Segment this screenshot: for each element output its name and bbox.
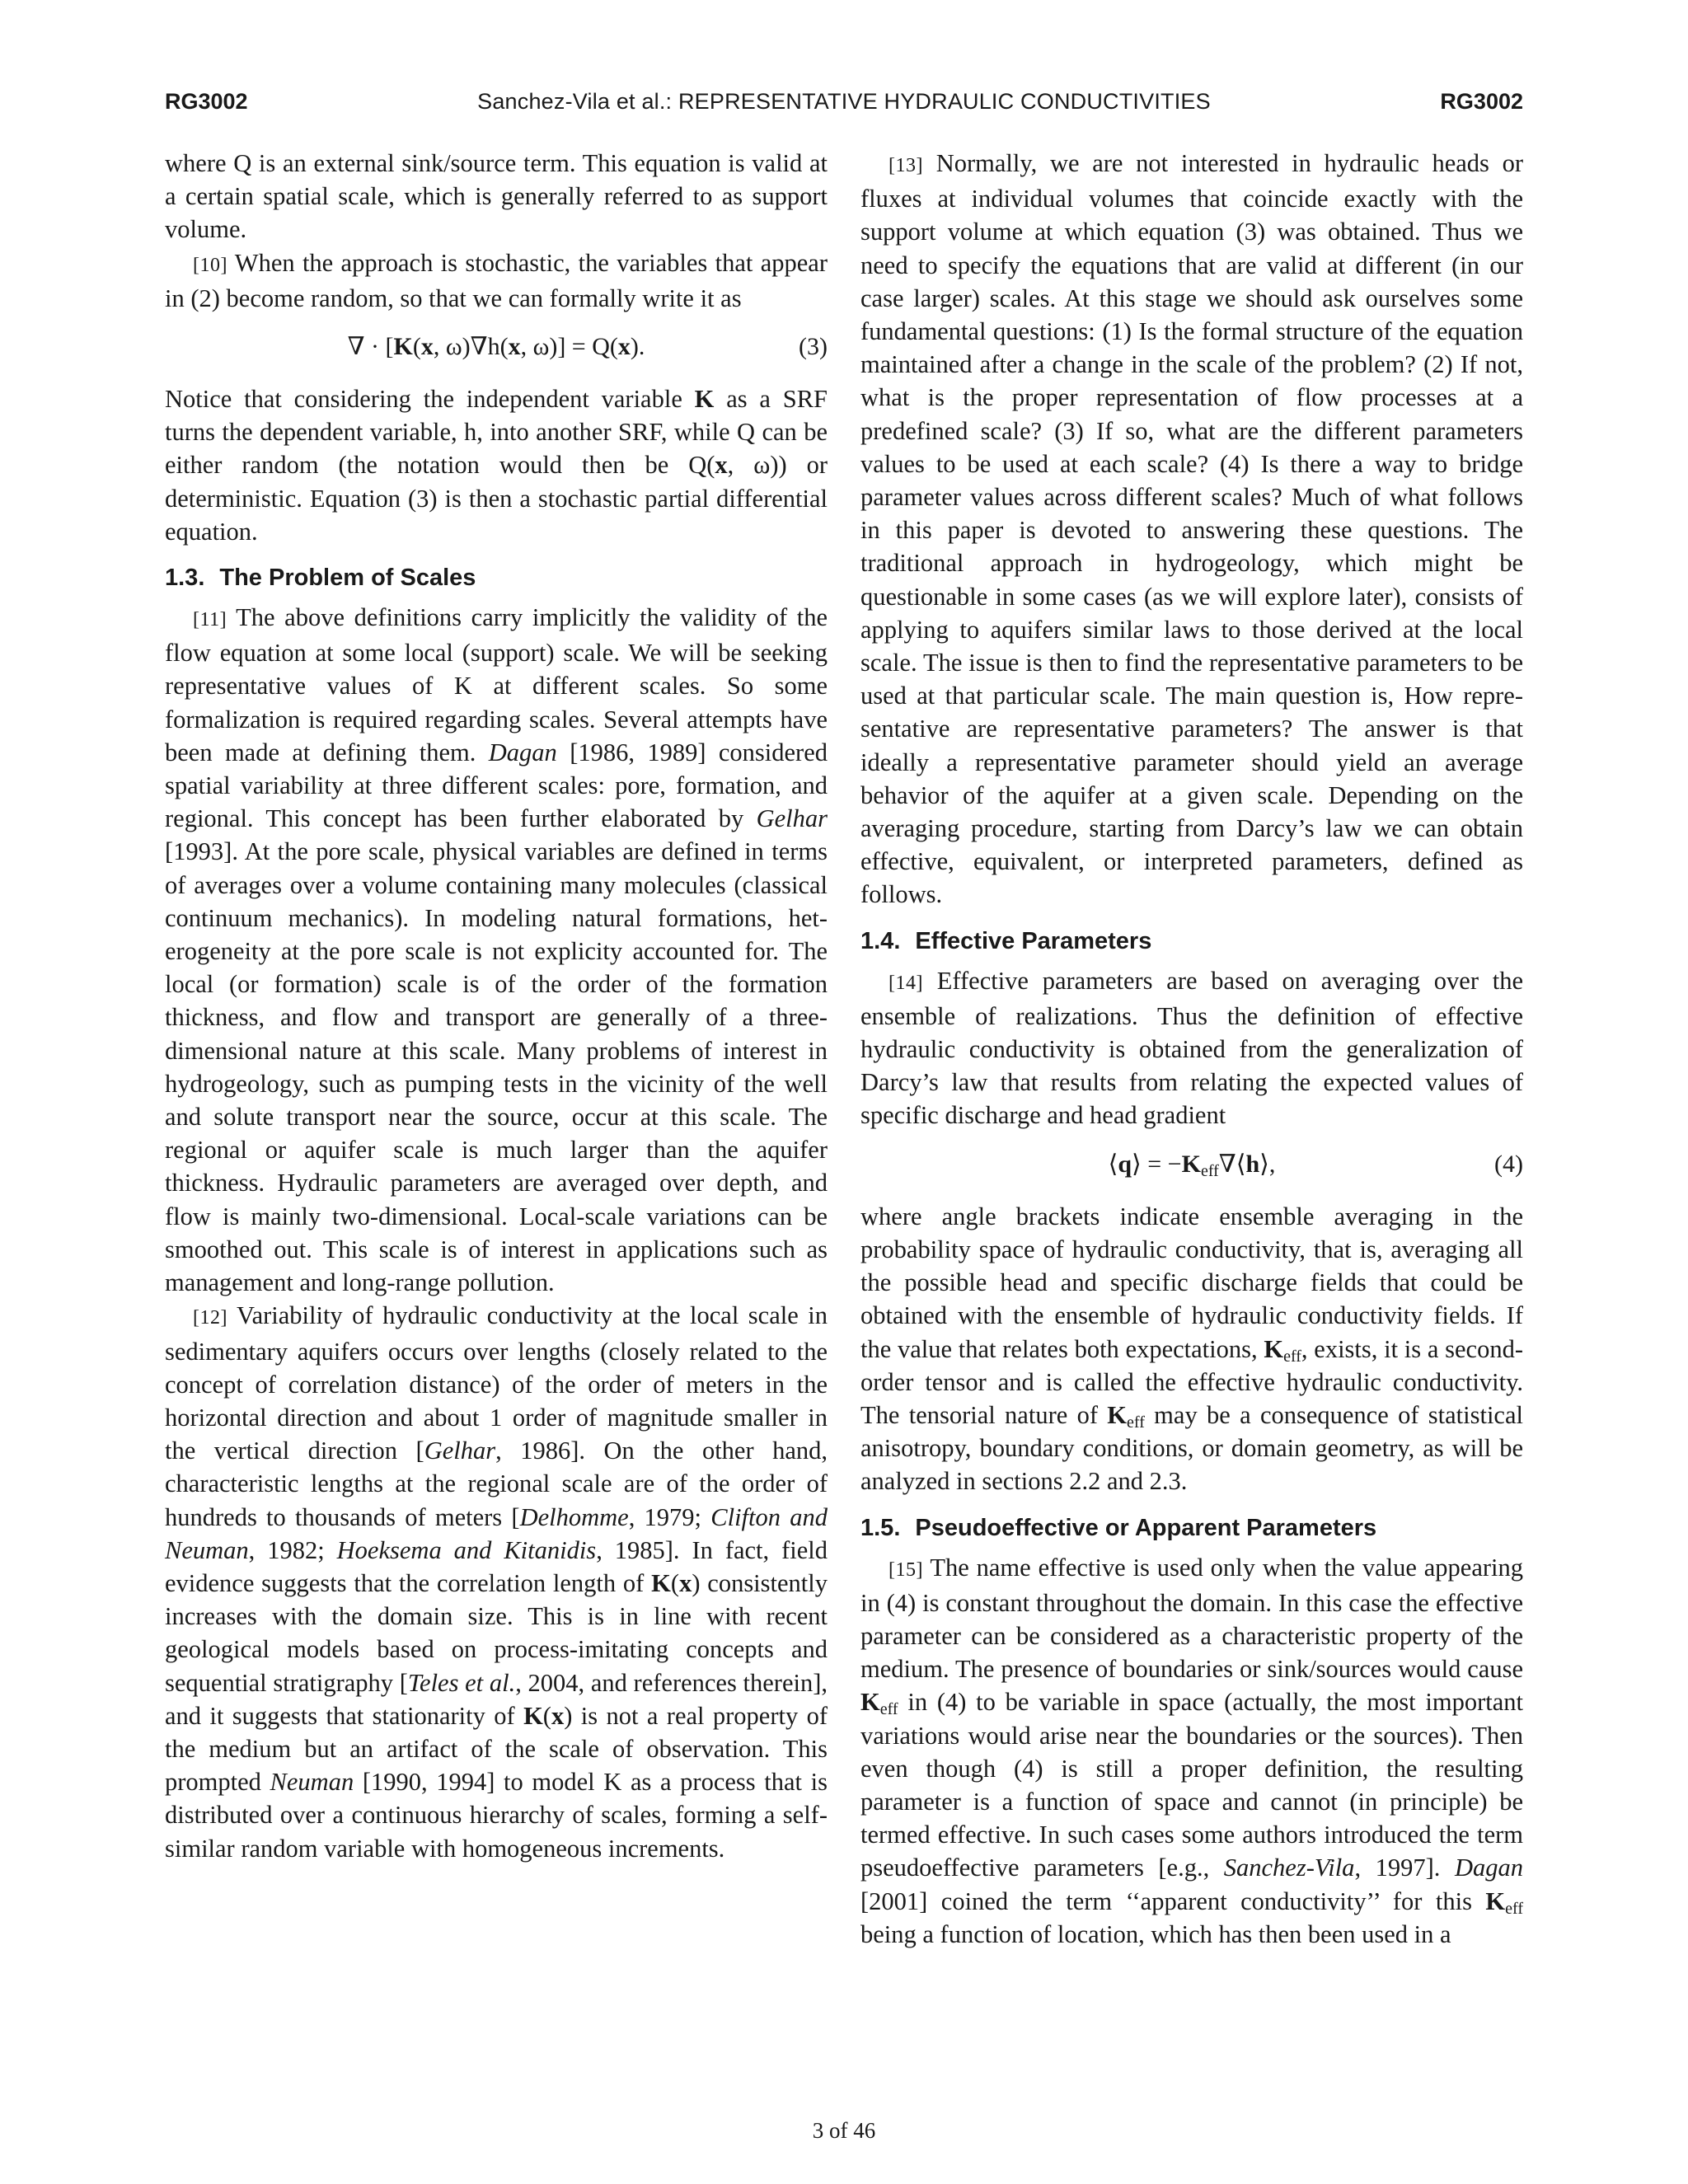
left-column bbox=[165, 147, 828, 1865]
paragraph-support-volume: where Q is an external sink/source term. This equation is valid at a certain spatial scale, which is generally referred to as support volume. bbox=[165, 149, 828, 244]
paragraph-number: [10] bbox=[193, 254, 227, 276]
section-heading-1-4: 1.4. Effective Parameters bbox=[860, 927, 1152, 954]
author-citation: Delhomme bbox=[519, 1502, 629, 1531]
author-citation: Clifton and Neuman bbox=[165, 1502, 828, 1564]
author-citation: Gelhar bbox=[424, 1436, 496, 1465]
section-heading-1-3: 1.3. The Problem of Scales bbox=[165, 565, 476, 592]
paragraph-number: [12] bbox=[193, 1307, 227, 1329]
paragraph-number: [11] bbox=[193, 609, 227, 631]
right-column bbox=[860, 147, 1523, 1951]
section-heading-1-5: 1.5. Pseudoeffective or Apparent Parameters bbox=[860, 1514, 1377, 1541]
paragraph-number: [13] bbox=[889, 155, 923, 176]
equation-4-body: ⟨q⟩ = $-K_{eff}\nabla⟨h⟩$, bbox=[1108, 1150, 1276, 1180]
paragraph-angle-brackets: where angle brackets indicate ensemble averaging in the probability space of hydraulic conductivity, that is, averaging all the possible head and specific discharge fields that could be obtained with the ensemble of hydraulic conductivity fields. If the value that relates both expectations, $K_{eff}$, exists, it is a second-order tensor and is called the effective hydraulic conductivity. The tensorial nature of $K_{eff}$ may be a consequence of statistical anisotropy, boundary conditions, or domain geometry, as will be analyzed in sections 2.2 and 2.3. bbox=[860, 1202, 1524, 1496]
paragraph-12: [12] Variability of hydraulic conductivity at the local scale in sedimentary aquifers occurs over lengths (closely related to the concept of correlation distance) of the order of meters in the horizontal direction and about 1 order of magnitude smaller in the vertical direction [Gelhar, 1986]. On the other hand, characteristic lengths at the regional scale are of the order of hundreds to thousands of meters [Delhomme, 1979; Clifton and Neuman, 1982; Hoeksema and Kitanidis, 1985]. In fact, field evidence suggests that the correlation length of K(x) consistently increases with the domain size. This is in line with recent geological models based on process-imitating concepts and sequential stratigraphy [Teles et al., 2004, and references therein], and it suggests that stationarity of K(x) is not a real property of the medium but an artifact of the scale of observation. This prompted Neuman [1990, 1994] to model K as a process that is distributed over a continuous hierarchy of scales, forming a self-similar random variable with homogeneous increments. bbox=[165, 1301, 828, 1863]
paragraph-11: [11] The above definitions carry implicitly the validity of the flow equation at some local (support) scale. We will be seeking representative values of K at different scales. So some formalization is required regarding scales. Several attempts have been made at defining them. Dagan [1986, 1989] considered spatial variability at three different scales: pore, formation, and regional. This concept has been further elaborated by Gelhar [1993]. At the pore scale, physical variables are defined in terms of averages over a volume containing many molecules (classical continuum mechanics). In modeling natural formations, heterogeneity at the pore scale is not explicity accounted for. The local (or formation) scale is of the order of the formation thickness, and flow and transport are generally of a three-dimensional nature at this scale. Many problems of interest in hydrogeology, such as pumping tests in the vicinity of the well and solute transport near the source, occur at this scale. The regional or aquifer scale is much larger than the aquifer thickness. Hydraulic parameters are averaged over depth, and flow is mainly two-dimensional. Local-scale variations can be smoothed out. This scale is of interest in applications such as management and long-range pollution. bbox=[165, 603, 828, 1297]
author-citation: Neuman bbox=[270, 1768, 354, 1797]
paragraph-14: [14] Effective parameters are based on averaging over the ensemble of realizations. Thus the definition of effective hydraulic conductivity is obtained from the generalization of Darcy’s law that results from relating the expected values of specific discharge and head gradient bbox=[860, 966, 1524, 1130]
paragraph-15: [15] The name effective is used only when the value appearing in (4) is constant throughout the domain. In this case the effective parameter can be considered as a characteristic property of the medium. The presence of boundaries or sink/sources would cause $K_{eff}$ in (4) to be variable in space (actually, the most important variations would arise near the boundaries or the sources). Then even though (4) is still a proper definition, the resulting parameter is a function of space and cannot (in principle) be termed effective. In such cases some authors introduced the term pseudoeffective parameters [e.g., Sanchez-Vila, 1997]. Dagan [2001] coined the term ‘‘apparent conductivity’’ for this $K_{eff}$ being a function of location, which has then been used in a bbox=[860, 1553, 1523, 1948]
paragraph-13: [13] Normally, we are not interested in hydraulic heads or fluxes at individual volumes that coincide exactly with the support volume at which equation (3) was obtained. Thus we need to specify the equations that are valid at different (in our case larger) scales. At this stage we should ask ourselves some fundamental questions: (1) Is the formal structure of the equation maintained after a change in the scale of the problem? (2) If not, what is the proper representation of flow processes at a predefined scale? (3) If so, what are the different parameters values to be used at each scale? (4) Is there a way to bridge parameter values across different scales? Much of what follows in this paper is devoted to answering these questions. The traditional approach in hydrogeology, which might be questionable in some cases (as we will explore later), consists of applying to aquifers similar laws to those derived at the local scale. The issue is then to find the representative parameters to be used at that particular scale. The main question is, How representative are representative parameters? The answer is that ideally a representative parameter should yield an average behavior of the aquifer at a given scale. Depending on the averaging procedure, starting from Darcy’s law we can obtain effective, equivalent, or interpreted parameters, defined as follows. bbox=[860, 149, 1524, 909]
paragraph-number: [15] bbox=[889, 1558, 923, 1581]
header-article-id-right: RG3002 bbox=[1440, 89, 1523, 114]
header-running-title: Sanchez-Vila et al.: REPRESENTATIVE HYDRAULIC CONDUCTIVITIES bbox=[477, 89, 1211, 114]
equation-3-body: ∇ · [K(x, ω)∇h(x, ω)] = Q(x). bbox=[347, 333, 645, 361]
author-citation: Hoeksema and Kitanidis bbox=[336, 1535, 597, 1564]
header-article-id-left: RG3002 bbox=[165, 89, 248, 114]
page-number: 3 of 46 bbox=[812, 2118, 876, 2143]
equation-number: (3) bbox=[799, 333, 828, 361]
author-citation: Gelhar bbox=[756, 804, 828, 833]
author-citation: Teles et al. bbox=[407, 1668, 516, 1697]
equation-3 bbox=[165, 325, 828, 369]
author-citation: Sanchez-Vila bbox=[1223, 1854, 1355, 1882]
equation-4 bbox=[860, 1142, 1523, 1187]
author-citation: Dagan bbox=[1454, 1854, 1523, 1882]
paragraph-notice: Notice that considering the independent variable K as a SRF turns the dependent variable, h, into another SRF, while Q can be either random (the notation would then be Q(x, ω)) or deterministic. Equation (3) is then a stochastic partial differential equation. bbox=[165, 385, 828, 546]
paragraph-number: [14] bbox=[889, 972, 923, 994]
equation-number: (4) bbox=[1494, 1150, 1523, 1178]
author-citation: Dagan bbox=[488, 738, 557, 766]
paragraph-10: [10] When the approach is stochastic, the variables that appear in (2) become random, so that we can formally write it as bbox=[165, 248, 828, 312]
running-header bbox=[165, 89, 1523, 122]
